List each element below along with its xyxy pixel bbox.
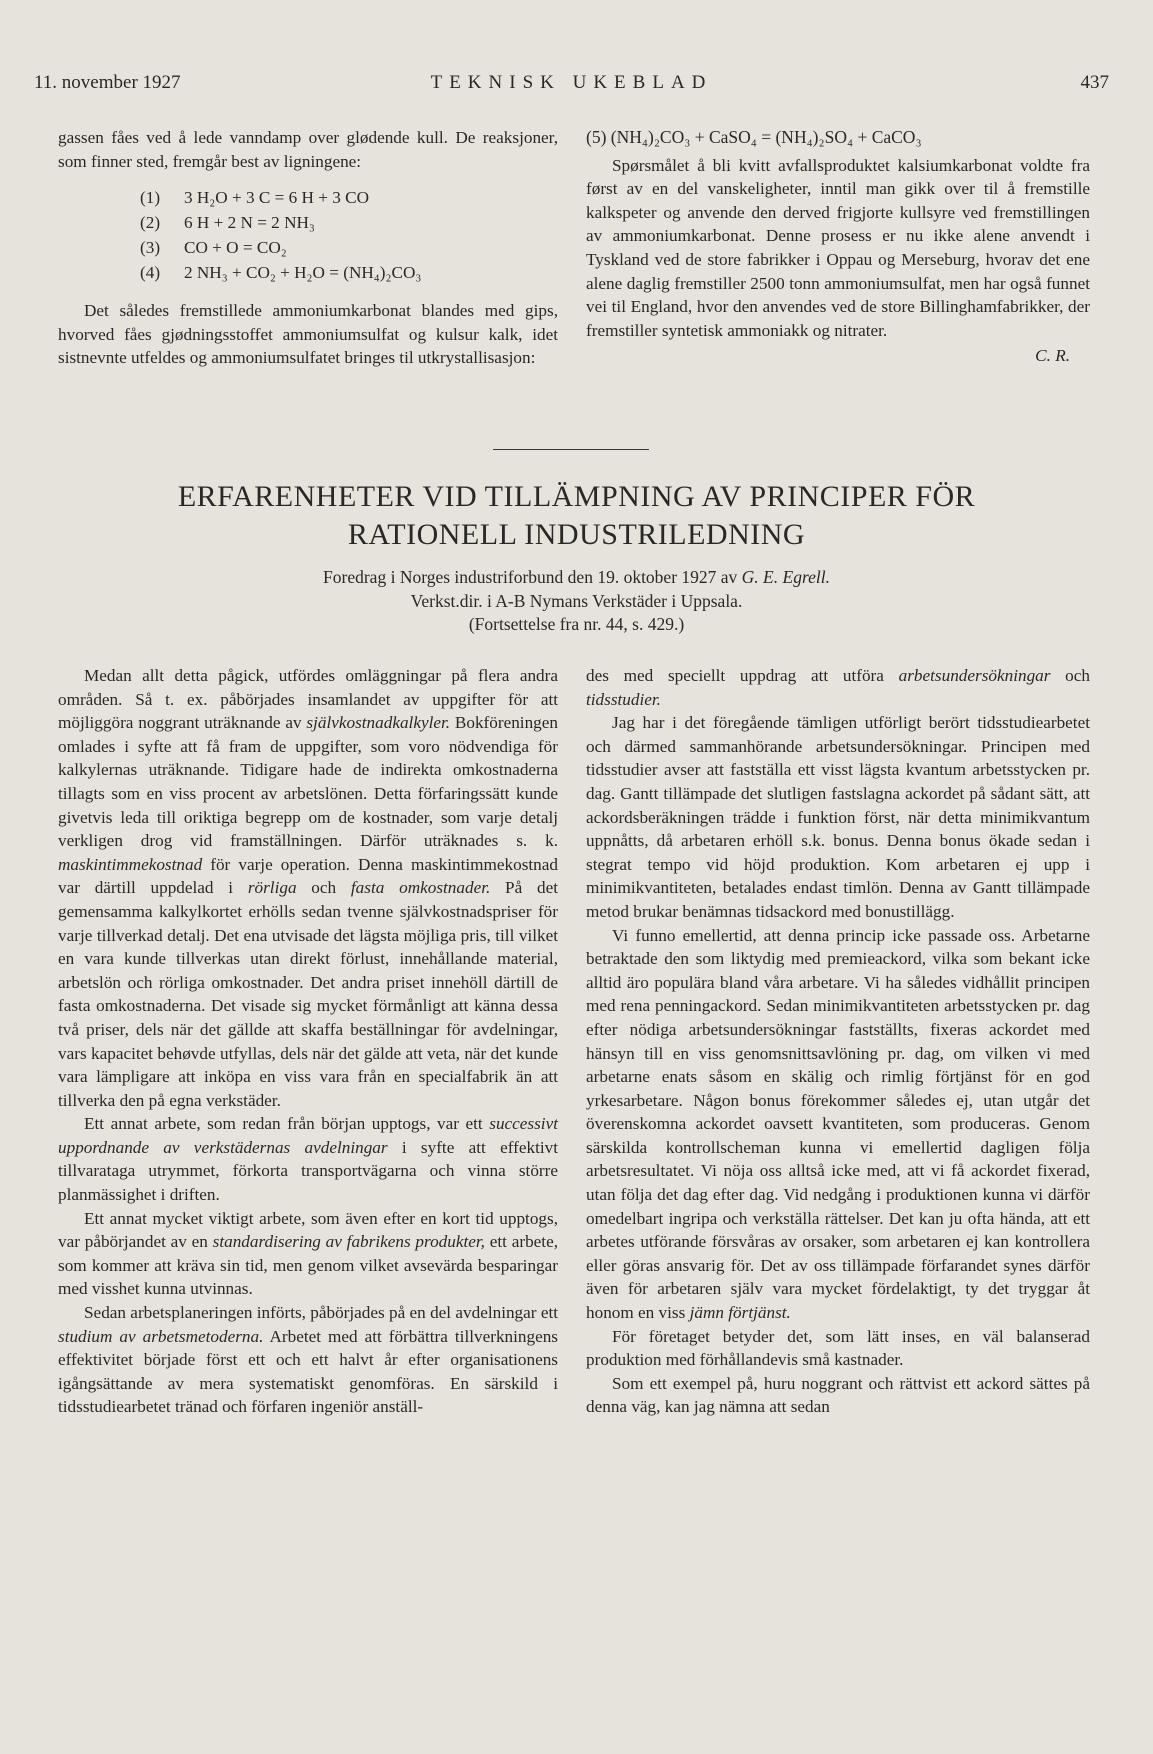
byline-lecture: Foredrag i Norges industriforbund den 19. oktober 1927 av G. E. Egrell. [323,567,830,587]
page-number: 437 [1080,72,1109,93]
page-header [34,72,1109,102]
paragraph: Sedan arbetsplaneringen införts, påbörjades på en del avdelningar ett studium av arbetsmetoderna. Arbetet med att förbättra tillverkningens effektivitet började först ett och ett halvt år efter organisationens igångsättande av mera systematiskt genomföras. En särskild i tidsstudiearbetet tränad och förfaren ingeniör anställ- [58,1303,558,1417]
paragraph: des med speciellt uppdrag att utföra arbetsundersökningar och tidsstudier. [586,666,1090,709]
paragraph: För företaget betyder det, som lätt inses, en väl balanserad produktion med förhållandevis små kastnader. [586,1326,1090,1370]
article-left-column [58,664,558,1419]
formula-list [140,185,558,285]
formula-5: (5) (NH₄)₂CO₃ + CaSO₄ = (NH₄)₂SO₄ + CaCO₃ [586,127,922,147]
issue-date: 11. november 1927 [34,72,181,93]
top-left-column [58,126,558,370]
formula-1: (1) 3 H₂O + 3 C = 6 H + 3 CO [140,188,369,208]
article-byline [0,566,1153,637]
outro-paragraph: Det således fremstillede ammoniumkarbonat blandes med gips, hvorved fåes gjødningsstoffet ammoniumsulfat og kulsur kalk, idet sistnevnte utfeldes og ammoniumsulfatet bringes til utkrystallisasjon: [58,301,558,368]
paragraph: Ett annat mycket viktigt arbete, som även efter en kort tid upptogs, var påbörjandet av en standardisering av fabrikens produkter, ett arbete, som kommer att kräva sin tid, men genom vilket avsevärda besparingar med visshet kunna utvinnas. [58,1208,558,1299]
section-divider [493,449,649,450]
paragraph: Som ett exempel på, huru noggrant och rättvist ett ackord sättes på denna väg, kan jag nämna att sedan [586,1373,1090,1417]
conclusion-paragraph: Spørsmålet å bli kvitt avfallsproduktet kalsiumkarbonat voldte fra først av en del vanskeligheter, inntil man gikk over til å fremstille kalkspeter og anvende den derved frigjorte kullsyre ved fremstillingen av ammoniumkarbonat. Denne prosess er nu ikke alene anvendt i Tyskland ved de store fabrikker i Oppau og Merseburg, hvorav det ene alene daglig fremstiller 2500 tonn ammoniumsulfat, men har også funnet vei til England, hvor den anvendes ved de store Billinghamfabrikker, der fremstiller syntetisk ammoniakk og nitrater. [586,155,1090,340]
intro-paragraph: gassen fåes ved å lede vanndamp over glødende kull. De reaksjoner, som finner sted, fremgår best av ligningene: [58,128,558,171]
author-initials: C. R. [1035,346,1070,366]
article-right-column [586,664,1090,1419]
paragraph: Medan allt detta pågick, utfördes omläggningar på flera andra områden. Så t. ex. påbörjades insamlandet av uppgifter för att möjliggöra noggrant uträknande av självkostnadkalkyler. Bokföreningen omlades i syfte att få fram de uppgifter, som voro nödvendiga för kalkylernas uträknande. Tidigare hade de indirekta omkostnaderna tillagts som en viss procent av arbetslönen. Detta förfaringssätt kunde givetvis leda till oriktiga begrepp om de kostnader, som varje detalj verkligen drog vid framställningen. Därför uträknades s. k. maskintimmekostnad för varje operation. Denna maskintimmekostnad var därtill uppdelad i rörliga och fasta omkostnader. På det gemensamma kalkylkortet erhölls sedan tvenne självkostnadspriser för varje tillverkad detalj. Det ena utvisade det lägsta möjliga pris, till vilket en vara kunde tillverkas utan direkt förlust, innehållande material, arbetslön och rörliga omkostnader. Det andra priset innehöll därtill de fasta omkostnaderna. Det visade sig mycket förmånligt att känna dessa två priser, dels när det gällde att skaffa beställningar för avdelningar, vars kapacitet behøvde utfyllas, dels när det gälde att veta, när det kunde vara lämpligare att inköpa en viss vara från en specialfabrik än att tillverka den på egna verkstäder. [58,666,558,1110]
byline-continuation: (Fortsettelse fra nr. 44, s. 429.) [468,614,685,634]
formula-4: (4) 2 NH₃ + CO₂ + H₂O = (NH₄)₂CO₃ [140,263,422,283]
paragraph: Jag har i det föregående tämligen utförligt berört tidsstudiearbetet och därmed sammanhörande arbetsundersökningar. Principen med tidsstudier avser att fastställa ett visst lägsta kvantum arbetsstycken pr. dag. Gantt tillämpade det slutligen fastslagna ackordet på sådant sätt, att ackordsberäkningen trädde i funktion först, när detta minimikvantum uppnåtts, då arbetaren erhöll s.k. bonus. Denna bonus ökade sedan i stegrat tempo vid höjd produktion. Kom arbetaren ej upp i minimikvantiteten, betalades endast timlön. Denna av Gantt tillämpade metod brukar benämnas tidsackord med bonustillägg. [586,713,1090,921]
byline-author: G. E. Egrell. [741,567,830,587]
formula-2: (2) 6 H + 2 N = 2 NH₃ [140,213,315,233]
top-right-column [586,126,1090,368]
paragraph: Ett annat arbete, som redan från början upptogs, var ett successivt uppordnande av verkstädernas avdelningar i syfte att effektivt tillvarataga utrymmet, förkorta transportvägarna och vinna större planmässighet i driften. [58,1114,558,1205]
paragraph: Vi funno emellertid, att denna princip icke passade oss. Arbetarne betraktade den som liktydig med premieackord, vilka som bekant icke alltid äro populära bland våra arbetare. Vi ha således vidhållit principen med rena penningackord. Sedan minimikvantiteten arbetsstycken pr. dag efter nödiga arbetsundersökningar fastställts, fixeras ackordet med hänsyn till en viss genomsnittsavlöning pr. dag, om vilken vi med arbetarne enats såsom en skälig och rimlig förtjänst för en god yrkesarbetare. Någon bonus förekommer således ej, utan utgår det överenskomna ackordet oavsett kvantiteten, som produceras. Genom särskilda kontrollscheman kunna vi emellertid dagligen följa arbetsresultatet. Vi nöja oss alltså icke med, att vi få ackordet fixerad, utan följa det dag efter dag. Vid nedgång i produktionen kunna vi därför omedelbart ingripa och verkställa rättelser. Det kan ju ofta hända, att ett arbetes utförande försvåras av orsaker, som arbetaren ej kan kontrollera eller göras ansvarig för. Det av oss tillämpade förfarandet synes därför även för arbetaren själv vara mycket fördelaktigt, ty det tryggar åt honom en viss jämn förtjänst. [586,925,1090,1323]
formula-3: (3) CO + O = CO₂ [140,238,287,258]
article-title: ERFARENHETER VID TILLÄMPNING AV PRINCIPER FÖR RATIONELL INDUSTRILEDNING [177,480,976,551]
journal-title: TEKNISK UKEBLAD [430,72,713,93]
byline-affiliation: Verkst.dir. i A-B Nymans Verkstäder i Uppsala. [410,590,743,611]
